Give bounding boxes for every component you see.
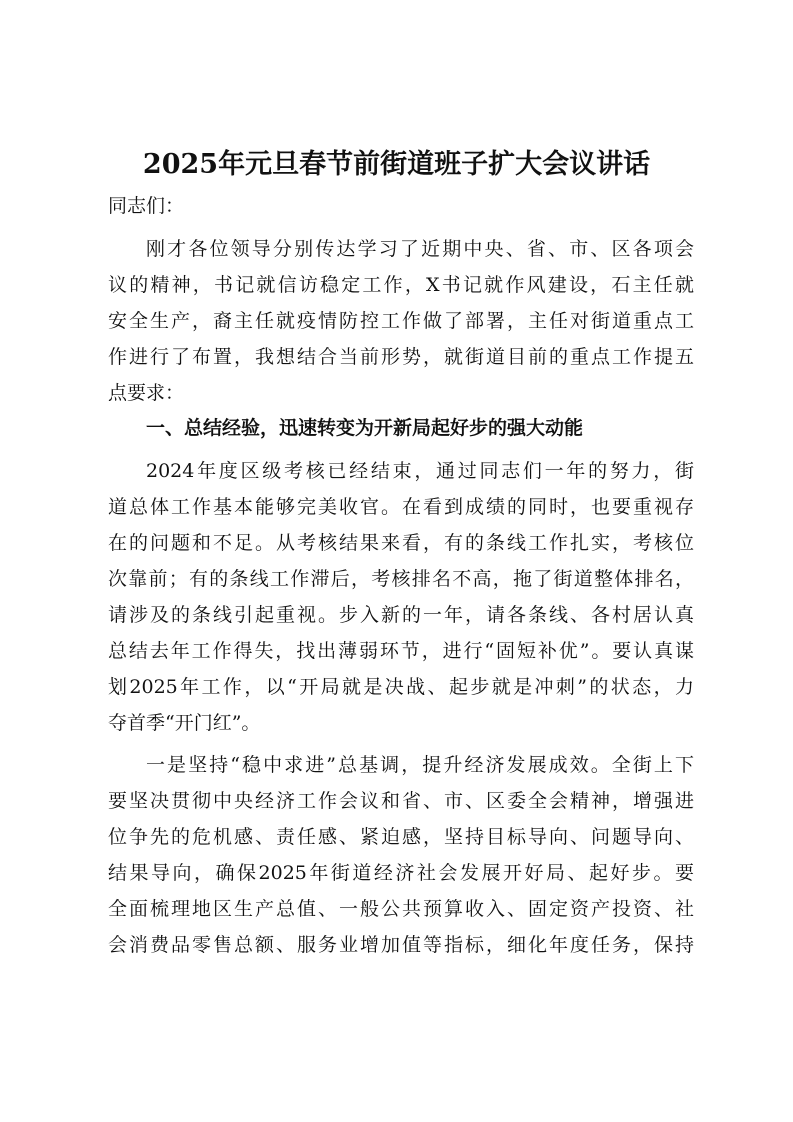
text-line: 要坚决贯彻中央经济工作会议和省、市、区委全会精神，增强进 [108, 790, 694, 812]
text-line: 位争先的危机感、责任感、紧迫感，坚持目标导向、问题导向、 [108, 826, 694, 848]
text-line: 一是坚持“稳中求进”总基调，提升经济发展成效。全街上下 [146, 754, 694, 776]
text-line: 点要求： [108, 382, 185, 404]
document-title: 2025年元旦春节前街道班子扩大会议讲话 [142, 149, 651, 180]
section-heading: 一、总结经验，迅速转变为开新局起好步的强大动能 [146, 417, 584, 439]
text-line: 夺首季“开门红”。 [108, 712, 261, 734]
paragraph-point-one [108, 747, 694, 963]
text-line: 作进行了布置，我想结合当前形势，就街道目前的重点工作提五 [108, 346, 694, 368]
text-line: 刚才各位领导分别传达学习了近期中央、省、市、区各项会 [146, 238, 694, 260]
salutation: 同志们： [108, 195, 185, 217]
text-line: 结果导向，确保2025年街道经济社会发展开好局、起好步。要 [108, 862, 694, 884]
text-line: 划2025年工作，以“开局就是决战、起步就是冲刺”的状态，力 [108, 676, 694, 698]
text-line: 在的问题和不足。从考核结果来看，有的条线工作扎实，考核位 [108, 532, 694, 554]
text-line: 安全生产，裔主任就疫情防控工作做了部署，主任对街道重点工 [108, 310, 694, 332]
text-line: 议的精神，书记就信访稳定工作，X书记就作风建设，石主任就 [108, 274, 694, 296]
text-line: 2024年度区级考核已经结束，通过同志们一年的努力，街 [146, 460, 694, 482]
text-line: 请涉及的条线引起重视。步入新的一年，请各条线、各村居认真 [108, 604, 694, 626]
paragraph-opening [108, 231, 694, 411]
text-line: 总结去年工作得失，找出薄弱环节，进行“固短补优”。要认真谋 [108, 640, 694, 662]
text-line: 次靠前；有的条线工作滞后，考核排名不高，拖了街道整体排名， [108, 568, 694, 590]
text-line: 全面梳理地区生产总值、一般公共预算收入、固定资产投资、社 [108, 898, 694, 920]
text-line: 道总体工作基本能够完美收官。在看到成绩的同时，也要重视存 [108, 496, 694, 518]
text-line: 会消费品零售总额、服务业增加值等指标，细化年度任务，保持 [108, 934, 694, 956]
paragraph-summary [108, 453, 694, 741]
